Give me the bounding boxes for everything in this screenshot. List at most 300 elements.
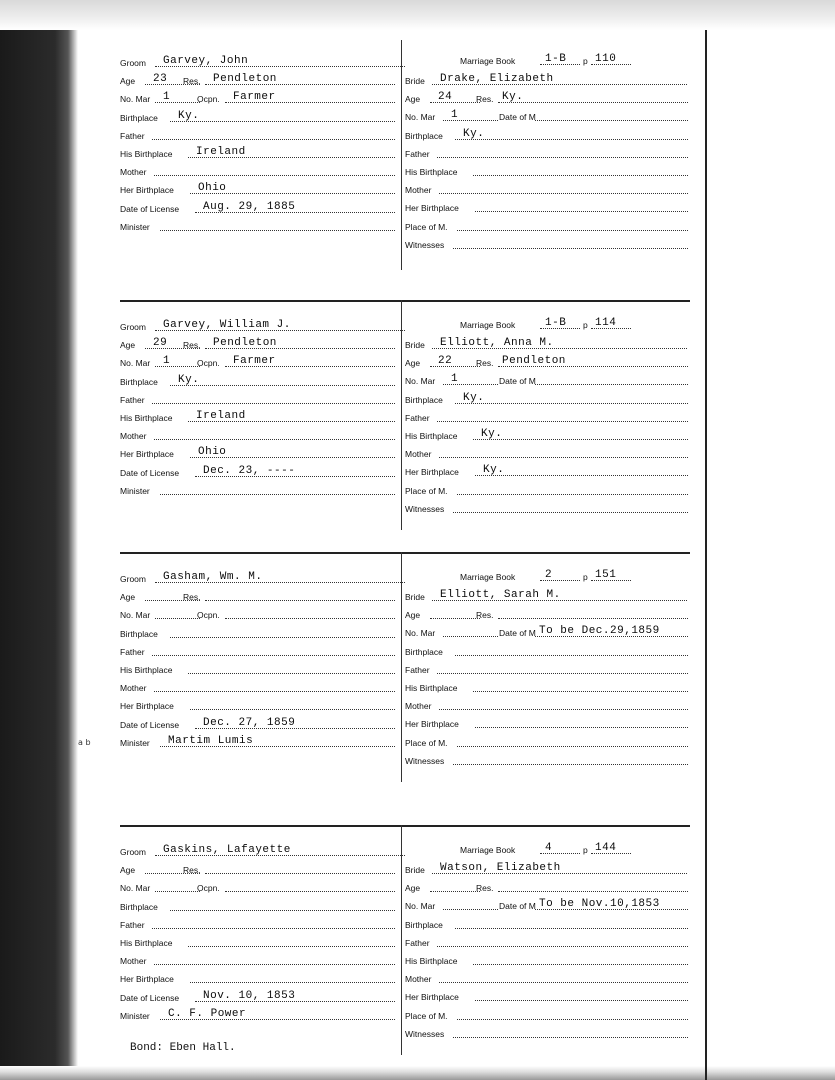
field-label: His Birthplace — [120, 665, 173, 675]
field-label: Father — [405, 412, 430, 423]
field-line — [188, 946, 395, 947]
field-value-license: Aug. 29, 1885 — [203, 200, 296, 213]
groom-row — [120, 643, 395, 659]
field-line — [225, 891, 395, 892]
record-divider — [120, 552, 690, 554]
field-value-birthplace: Ky. — [463, 127, 485, 140]
field-label: Bride — [405, 340, 425, 350]
field-label: Father — [120, 919, 145, 930]
field-value-age: 23 — [153, 73, 168, 86]
field-label: Minister — [120, 485, 150, 496]
field-line — [455, 403, 688, 404]
field-line — [475, 1000, 688, 1001]
field-line — [453, 1037, 688, 1038]
field-line — [430, 618, 480, 619]
field-label: Age — [405, 358, 421, 369]
field-label: Age — [405, 883, 421, 894]
field-value-res: Pendleton — [213, 337, 277, 350]
marriage-book-value: 1-B — [545, 53, 567, 65]
groom-row — [120, 970, 395, 986]
field-label: Res. — [183, 340, 201, 351]
field-label: Ocpn. — [197, 610, 220, 621]
field-label: Father — [120, 646, 145, 657]
field-line — [155, 366, 200, 367]
bride-row — [405, 463, 695, 479]
field-line — [439, 193, 688, 194]
field-label: His Birthplace — [405, 167, 458, 177]
field-label: No. Mar — [120, 610, 151, 621]
groom-row — [120, 318, 395, 334]
bride-row — [405, 108, 695, 124]
field-label: Date of License — [120, 467, 180, 478]
bride-row — [405, 1007, 695, 1023]
field-label: Groom — [120, 847, 146, 857]
field-label: Her Birthplace — [120, 701, 174, 712]
field-line — [473, 439, 688, 440]
field-line — [155, 102, 200, 103]
field-line — [437, 421, 688, 422]
field-line — [205, 873, 395, 874]
field-label: Place of M. — [405, 221, 448, 232]
field-label: Her Birthplace — [405, 203, 459, 214]
field-label: Date of M — [499, 628, 536, 639]
bride-row — [405, 391, 695, 407]
bride-row — [405, 861, 695, 877]
field-label: Date of M — [499, 901, 536, 912]
field-line — [439, 457, 688, 458]
field-line — [152, 403, 395, 404]
field-label: No. Mar — [405, 628, 436, 639]
field-label: Groom — [120, 58, 146, 68]
field-label: Mother — [405, 701, 432, 712]
field-label: Bride — [405, 76, 425, 86]
field-label: Birthplace — [120, 376, 158, 387]
field-value-license: Nov. 10, 1853 — [203, 989, 296, 1002]
field-line — [190, 982, 395, 983]
groom-row — [120, 127, 395, 143]
marriage-book-label: Marriage Book — [460, 845, 516, 855]
field-label: Father — [120, 394, 145, 405]
field-label: No. Mar — [120, 94, 151, 105]
field-line — [170, 637, 395, 638]
bride-row — [405, 372, 695, 388]
field-label: Res. — [476, 94, 494, 105]
field-line — [455, 139, 688, 140]
bond-note: Bond: Eben Hall. — [130, 1042, 236, 1054]
field-label: Bride — [405, 865, 425, 875]
field-label: Ocpn. — [197, 94, 220, 105]
field-value-license: Dec. 23, ---- — [203, 464, 296, 477]
field-value-name: Drake, Elizabeth — [440, 73, 554, 85]
field-line — [535, 384, 688, 385]
field-value-res: Pendleton — [502, 355, 566, 368]
field-line — [155, 891, 200, 892]
field-label: Witnesses — [405, 503, 445, 514]
field-label: Place of M. — [405, 1010, 448, 1021]
field-line — [154, 439, 395, 440]
marriage-record-card — [100, 552, 700, 792]
field-label: No. Mar — [405, 901, 436, 912]
field-label: Mother — [120, 683, 147, 694]
bride-row — [405, 482, 695, 498]
field-label: Minister — [120, 221, 150, 232]
bride-row — [405, 897, 695, 913]
field-label: His Birthplace — [405, 431, 458, 441]
field-line — [475, 475, 688, 476]
groom-row — [120, 482, 395, 498]
groom-row — [120, 90, 395, 106]
field-line — [439, 982, 688, 983]
marriage-book-label: Marriage Book — [460, 572, 516, 582]
bride-row — [405, 218, 695, 234]
bride-row — [405, 445, 695, 461]
bride-row — [405, 354, 695, 370]
field-value-res: Pendleton — [213, 73, 277, 86]
field-value-no-mar: 1 — [451, 373, 459, 386]
marriage-book-label: Marriage Book — [460, 320, 516, 330]
bride-row — [405, 952, 695, 968]
field-label: His Birthplace — [120, 938, 173, 948]
field-value-no-mar: 1 — [451, 109, 459, 122]
bride-row — [405, 624, 695, 640]
field-line — [439, 709, 688, 710]
field-label: Birthplace — [120, 628, 158, 639]
field-label: Birthplace — [405, 130, 443, 141]
field-value-no-mar: 1 — [163, 355, 171, 368]
groom-row — [120, 72, 395, 88]
bride-row — [405, 734, 695, 750]
bride-row — [405, 606, 695, 622]
field-label: Her Birthplace — [405, 719, 459, 730]
field-value-birthplace: Ky. — [178, 109, 200, 122]
field-label: Her Birthplace — [405, 992, 459, 1003]
field-label: Date of M — [499, 112, 536, 123]
page-value: 110 — [595, 53, 617, 65]
field-label: Minister — [120, 1010, 150, 1021]
field-label: Ocpn. — [197, 358, 220, 369]
field-line — [154, 964, 395, 965]
bride-row — [405, 1025, 695, 1041]
field-value-age: 22 — [438, 355, 453, 368]
field-line — [152, 928, 395, 929]
field-value-name: Gaskins, Lafayette — [163, 844, 291, 856]
scan-left-edge — [0, 0, 78, 1080]
field-label: Age — [120, 592, 136, 603]
bride-row — [405, 409, 695, 425]
field-label: Groom — [120, 322, 146, 332]
field-label: Res. — [476, 883, 494, 894]
groom-row — [120, 336, 395, 352]
field-label: Date of M — [499, 376, 536, 387]
marriage-book-row — [405, 52, 695, 68]
field-line — [430, 891, 480, 892]
bride-row — [405, 163, 695, 179]
field-line — [155, 618, 200, 619]
field-line — [170, 910, 395, 911]
marriage-book-row — [405, 316, 695, 332]
page-label: p — [583, 845, 588, 855]
record-divider — [120, 300, 690, 302]
field-label: Witnesses — [405, 239, 445, 250]
field-label: Her Birthplace — [120, 974, 174, 985]
groom-row — [120, 952, 395, 968]
field-value-date-of-m: To be Nov.10,1853 — [539, 898, 660, 911]
field-line — [154, 175, 395, 176]
bride-row — [405, 988, 695, 1004]
field-line — [160, 494, 395, 495]
field-value-his-birthplace: Ireland — [196, 410, 246, 422]
field-label: Minister — [120, 737, 150, 748]
bride-row — [405, 643, 695, 659]
field-value-her-birthplace: Ohio — [198, 182, 227, 195]
groom-row — [120, 734, 395, 750]
field-label: Place of M. — [405, 485, 448, 496]
field-label: Mother — [120, 431, 147, 442]
field-label: Age — [120, 76, 136, 87]
marriage-book-value: 2 — [545, 569, 553, 581]
field-label: Age — [405, 610, 421, 621]
field-line — [475, 211, 688, 212]
field-label: Date of License — [120, 992, 180, 1003]
field-line — [455, 928, 688, 929]
groom-row — [120, 679, 395, 695]
field-line — [152, 139, 395, 140]
field-line — [473, 964, 688, 965]
field-label: His Birthplace — [405, 683, 458, 693]
field-value-her-birthplace: Ohio — [198, 446, 227, 459]
record-divider — [120, 825, 690, 827]
bride-row — [405, 661, 695, 677]
field-label: Date of License — [120, 719, 180, 730]
field-label: Witnesses — [405, 1028, 445, 1039]
marriage-book-row — [405, 841, 695, 857]
field-line — [473, 691, 688, 692]
field-value-name: Watson, Elizabeth — [440, 862, 561, 874]
page-value: 144 — [595, 842, 617, 854]
field-label: Res. — [183, 592, 201, 603]
groom-row — [120, 934, 395, 950]
field-label: Mother — [405, 974, 432, 985]
groom-row — [120, 427, 395, 443]
field-value-name: Garvey, John — [163, 55, 249, 67]
field-label: Age — [120, 340, 136, 351]
field-label: Mother — [120, 167, 147, 178]
field-label: Father — [405, 148, 430, 159]
groom-row — [120, 588, 395, 604]
field-line — [457, 1019, 688, 1020]
field-line — [457, 494, 688, 495]
scan-top-edge — [0, 0, 835, 30]
marriage-book-label: Marriage Book — [460, 56, 516, 66]
groom-row — [120, 218, 395, 234]
field-label: Age — [120, 865, 136, 876]
field-value-ocpn: Farmer — [233, 91, 276, 104]
field-label: Birthplace — [120, 112, 158, 123]
field-value-name: Elliott, Anna M. — [440, 337, 554, 349]
field-label: Mother — [405, 185, 432, 196]
groom-row — [120, 625, 395, 641]
bride-row — [405, 679, 695, 695]
field-label: His Birthplace — [405, 956, 458, 966]
field-label: Res. — [476, 610, 494, 621]
groom-row — [120, 409, 395, 425]
field-label: Father — [120, 130, 145, 141]
margin-mark: a b — [78, 738, 91, 747]
groom-row — [120, 898, 395, 914]
scan-bottom-edge — [0, 1066, 835, 1080]
field-line — [154, 691, 395, 692]
field-line — [457, 230, 688, 231]
groom-row — [120, 843, 395, 859]
bride-row — [405, 916, 695, 932]
field-value-his-birthplace: Ireland — [196, 146, 246, 158]
field-label: Father — [405, 664, 430, 675]
field-value-name: Elliott, Sarah M. — [440, 589, 561, 601]
field-label: No. Mar — [120, 883, 151, 894]
bride-row — [405, 715, 695, 731]
field-line — [160, 230, 395, 231]
field-label: Mother — [405, 449, 432, 460]
marriage-record-card — [100, 300, 700, 540]
card-right-border — [705, 30, 707, 1080]
field-label: Groom — [120, 574, 146, 584]
field-label: Res. — [476, 358, 494, 369]
field-value-birthplace: Ky. — [463, 391, 485, 404]
page-label: p — [583, 56, 588, 66]
field-label: Her Birthplace — [120, 449, 174, 460]
bride-row — [405, 934, 695, 950]
marriage-book-value: 4 — [545, 842, 553, 854]
field-label: Birthplace — [405, 394, 443, 405]
field-value-birthplace: Ky. — [178, 373, 200, 386]
marriage-record-card — [100, 40, 700, 280]
groom-row — [120, 861, 395, 877]
field-label: Birthplace — [405, 646, 443, 657]
bride-row — [405, 181, 695, 197]
groom-row — [120, 54, 395, 70]
groom-row — [120, 606, 395, 622]
field-label: Her Birthplace — [405, 467, 459, 478]
marriage-book-value: 1-B — [545, 317, 567, 329]
groom-row — [120, 109, 395, 125]
field-value-age: 29 — [153, 337, 168, 350]
groom-row — [120, 989, 395, 1005]
bride-row — [405, 588, 695, 604]
field-label: His Birthplace — [120, 149, 173, 159]
field-label: Bride — [405, 592, 425, 602]
field-label: Place of M. — [405, 737, 448, 748]
bride-row — [405, 970, 695, 986]
field-line — [498, 618, 688, 619]
groom-row — [120, 464, 395, 480]
field-label: Birthplace — [120, 901, 158, 912]
groom-row — [120, 916, 395, 932]
field-label: Date of License — [120, 203, 180, 214]
field-value-name: Gasham, Wm. M. — [163, 571, 263, 583]
field-value-license: Dec. 27, 1859 — [203, 716, 296, 729]
field-line — [443, 909, 498, 910]
groom-row — [120, 145, 395, 161]
field-value-his-birthplace: Ky. — [481, 428, 503, 440]
field-label: Res. — [183, 865, 201, 876]
field-line — [443, 636, 498, 637]
field-label: Ocpn. — [197, 883, 220, 894]
field-line — [453, 764, 688, 765]
field-label: His Birthplace — [120, 413, 173, 423]
field-label: Birthplace — [405, 919, 443, 930]
field-line — [437, 673, 688, 674]
field-value-name: Garvey, William J. — [163, 319, 291, 331]
page-label: p — [583, 320, 588, 330]
field-line — [453, 248, 688, 249]
field-label: No. Mar — [405, 376, 436, 387]
field-line — [205, 600, 395, 601]
bride-row — [405, 127, 695, 143]
groom-row — [120, 391, 395, 407]
field-line — [170, 385, 395, 386]
field-line — [473, 175, 688, 176]
field-label: Age — [405, 94, 421, 105]
groom-row — [120, 181, 395, 197]
field-label: Res. — [183, 76, 201, 87]
groom-row — [120, 445, 395, 461]
groom-row — [120, 373, 395, 389]
field-line — [498, 102, 688, 103]
marriage-book-row — [405, 568, 695, 584]
field-line — [453, 512, 688, 513]
bride-row — [405, 72, 695, 88]
field-value-age: 24 — [438, 91, 453, 104]
field-value-ocpn: Farmer — [233, 355, 276, 368]
field-label: Witnesses — [405, 755, 445, 766]
marriage-record-card — [100, 825, 700, 1065]
field-line — [535, 120, 688, 121]
field-line — [225, 618, 395, 619]
groom-row — [120, 570, 395, 586]
field-value-minister: Martim Lumis — [168, 734, 254, 747]
field-value-her-birthplace: Ky. — [483, 464, 505, 477]
groom-row — [120, 163, 395, 179]
groom-row — [120, 200, 395, 216]
groom-row — [120, 879, 395, 895]
bride-row — [405, 145, 695, 161]
bride-row — [405, 90, 695, 106]
groom-row — [120, 1007, 395, 1023]
page-value: 114 — [595, 317, 617, 329]
groom-row — [120, 716, 395, 732]
field-line — [170, 121, 395, 122]
bride-row — [405, 752, 695, 768]
field-line — [498, 891, 688, 892]
field-label: No. Mar — [405, 112, 436, 123]
field-value-minister: C. F. Power — [168, 1007, 247, 1020]
bride-row — [405, 697, 695, 713]
bride-row — [405, 500, 695, 516]
page-label: p — [583, 572, 588, 582]
field-line — [437, 157, 688, 158]
field-line — [190, 709, 395, 710]
bride-row — [405, 879, 695, 895]
field-label: Mother — [120, 956, 147, 967]
field-value-res: Ky. — [502, 91, 524, 104]
bride-row — [405, 427, 695, 443]
field-line — [455, 655, 688, 656]
field-line — [188, 673, 395, 674]
field-label: Her Birthplace — [120, 185, 174, 196]
groom-row — [120, 354, 395, 370]
field-line — [475, 727, 688, 728]
field-label: Father — [405, 937, 430, 948]
